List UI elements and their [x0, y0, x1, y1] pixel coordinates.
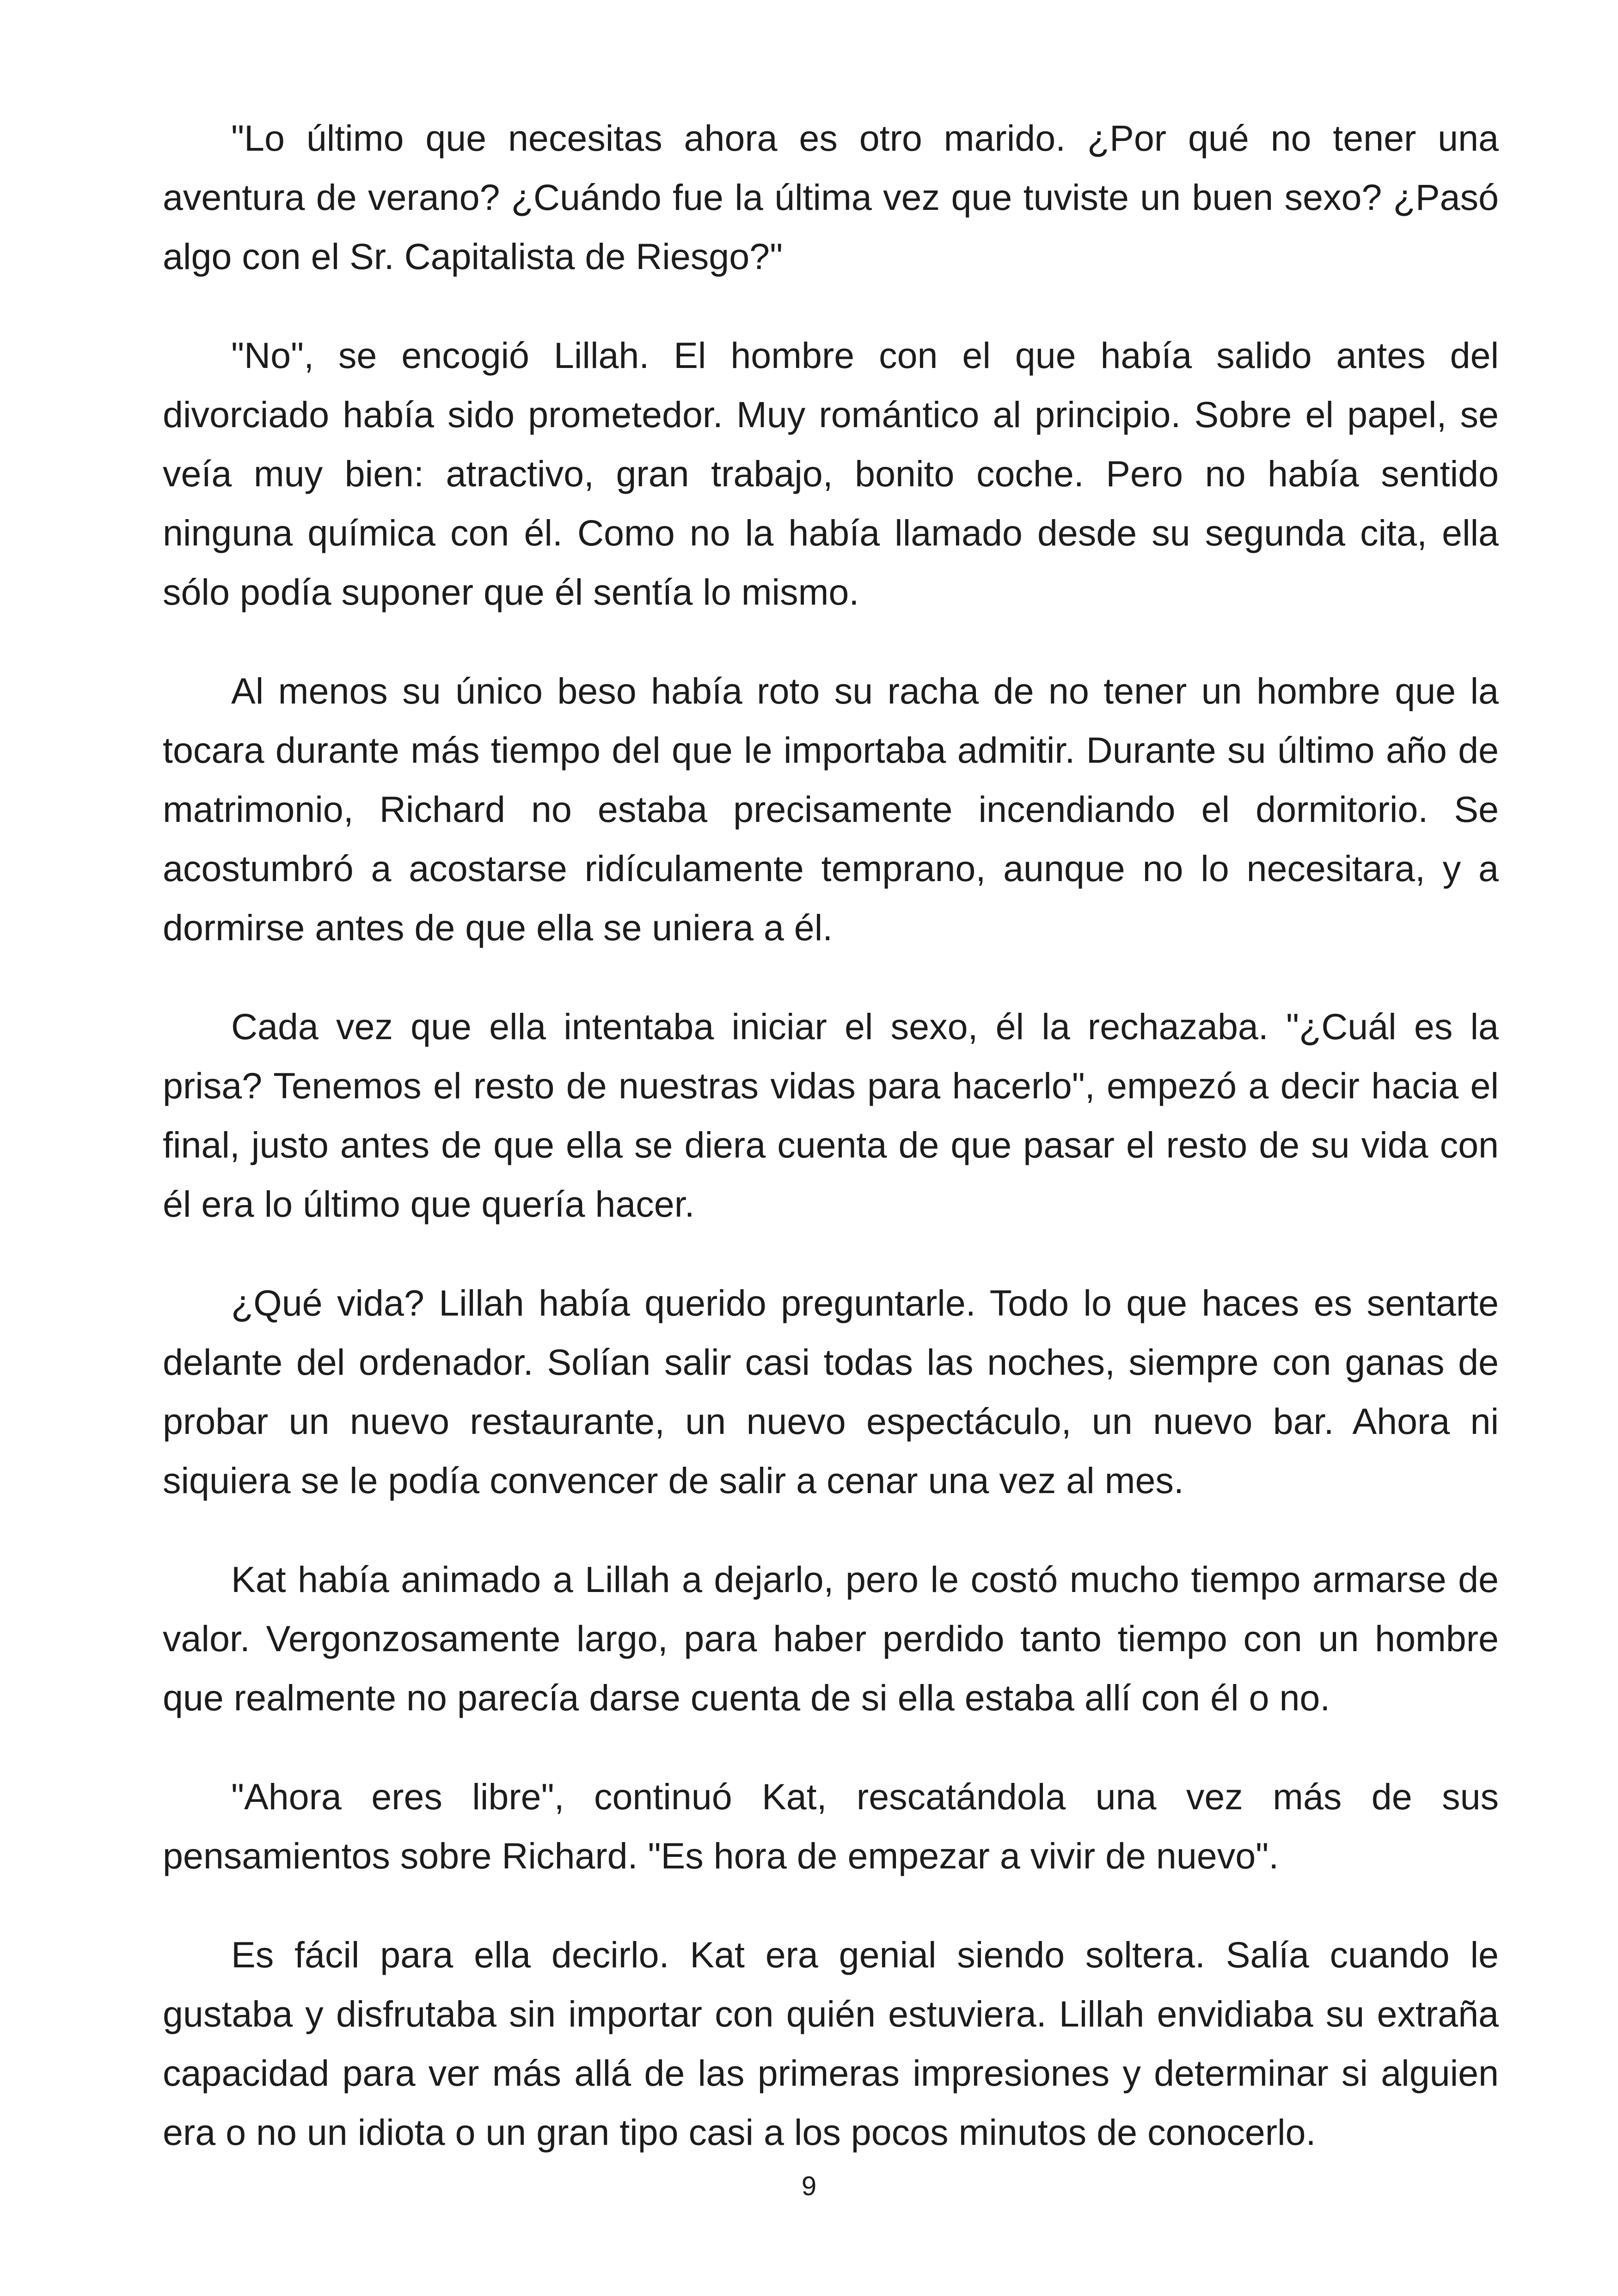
paragraph-2: "No", se encogió Lillah. El hombre con el que había salido antes del divorciado había sido prometedor. Muy romántico al principio. Sobre el papel, se veía muy bien: atractivo, gran trabajo, bonito coche. Pero no había sentido ninguna química con él. Como no la había llamado desde su segunda cita, ella sólo podía suponer que él sentía lo mismo. — [163, 335, 1499, 612]
paragraph-3: Al menos su único beso había roto su racha de no tener un hombre que la tocara durante más tiempo del que le importaba admitir. Durante su último año de matrimonio, Richard no estaba precisamente incendiando el dormitorio. Se acostumbró a acostarse ridículamente temprano, aunque no lo necesitara, y a dormirse antes de que ella se uniera a él. — [163, 670, 1499, 948]
paragraph-6: Kat había animado a Lillah a dejarlo, pero le costó mucho tiempo armarse de valor. Vergonzosamente largo, para haber perdido tanto tiempo con un hombre que realmente no parecía darse cuenta de si ella estaba allí con él o no. — [163, 1559, 1499, 1718]
paragraph-1: "Lo último que necesitas ahora es otro marido. ¿Por qué no tener una aventura de verano? ¿Cuándo fue la última vez que tuviste un buen sexo? ¿Pasó algo con el Sr. Capitalista de Riesgo?" — [163, 117, 1499, 277]
body-text — [163, 109, 1499, 2162]
paragraph-8: Es fácil para ella decirlo. Kat era genial siendo soltera. Salía cuando le gustaba y disfrutaba sin importar con quién estuviera. Lillah envidiaba su extraña capacidad para ver más allá de las primeras impresiones y determinar si alguien era o no un idiota o un gran tipo casi a los pocos minutos de conocerlo. — [163, 1934, 1499, 2153]
paragraph-4: Cada vez que ella intentaba iniciar el sexo, él la rechazaba. "¿Cuál es la prisa? Tenemos el resto de nuestras vidas para hacerlo", empezó a decir hacia el final, justo antes de que ella se diera cuenta de que pasar el resto de su vida con él era lo último que quería hacer. — [163, 1006, 1499, 1225]
paragraph-5: ¿Qué vida? Lillah había querido preguntarle. Todo lo que haces es sentarte delante del ordenador. Solían salir casi todas las noches, siempre con ganas de probar un nuevo restaurante, un nuevo espectáculo, un nuevo bar. Ahora ni siquiera se le podía convencer de salir a cenar una vez al mes. — [163, 1282, 1499, 1501]
paragraph-7: "Ahora eres libre", continuó Kat, rescatándola una vez más de sus pensamientos sobre Richard. "Es hora de empezar a vivir de nuevo". — [163, 1776, 1499, 1876]
page-number: 9 — [801, 2171, 817, 2201]
